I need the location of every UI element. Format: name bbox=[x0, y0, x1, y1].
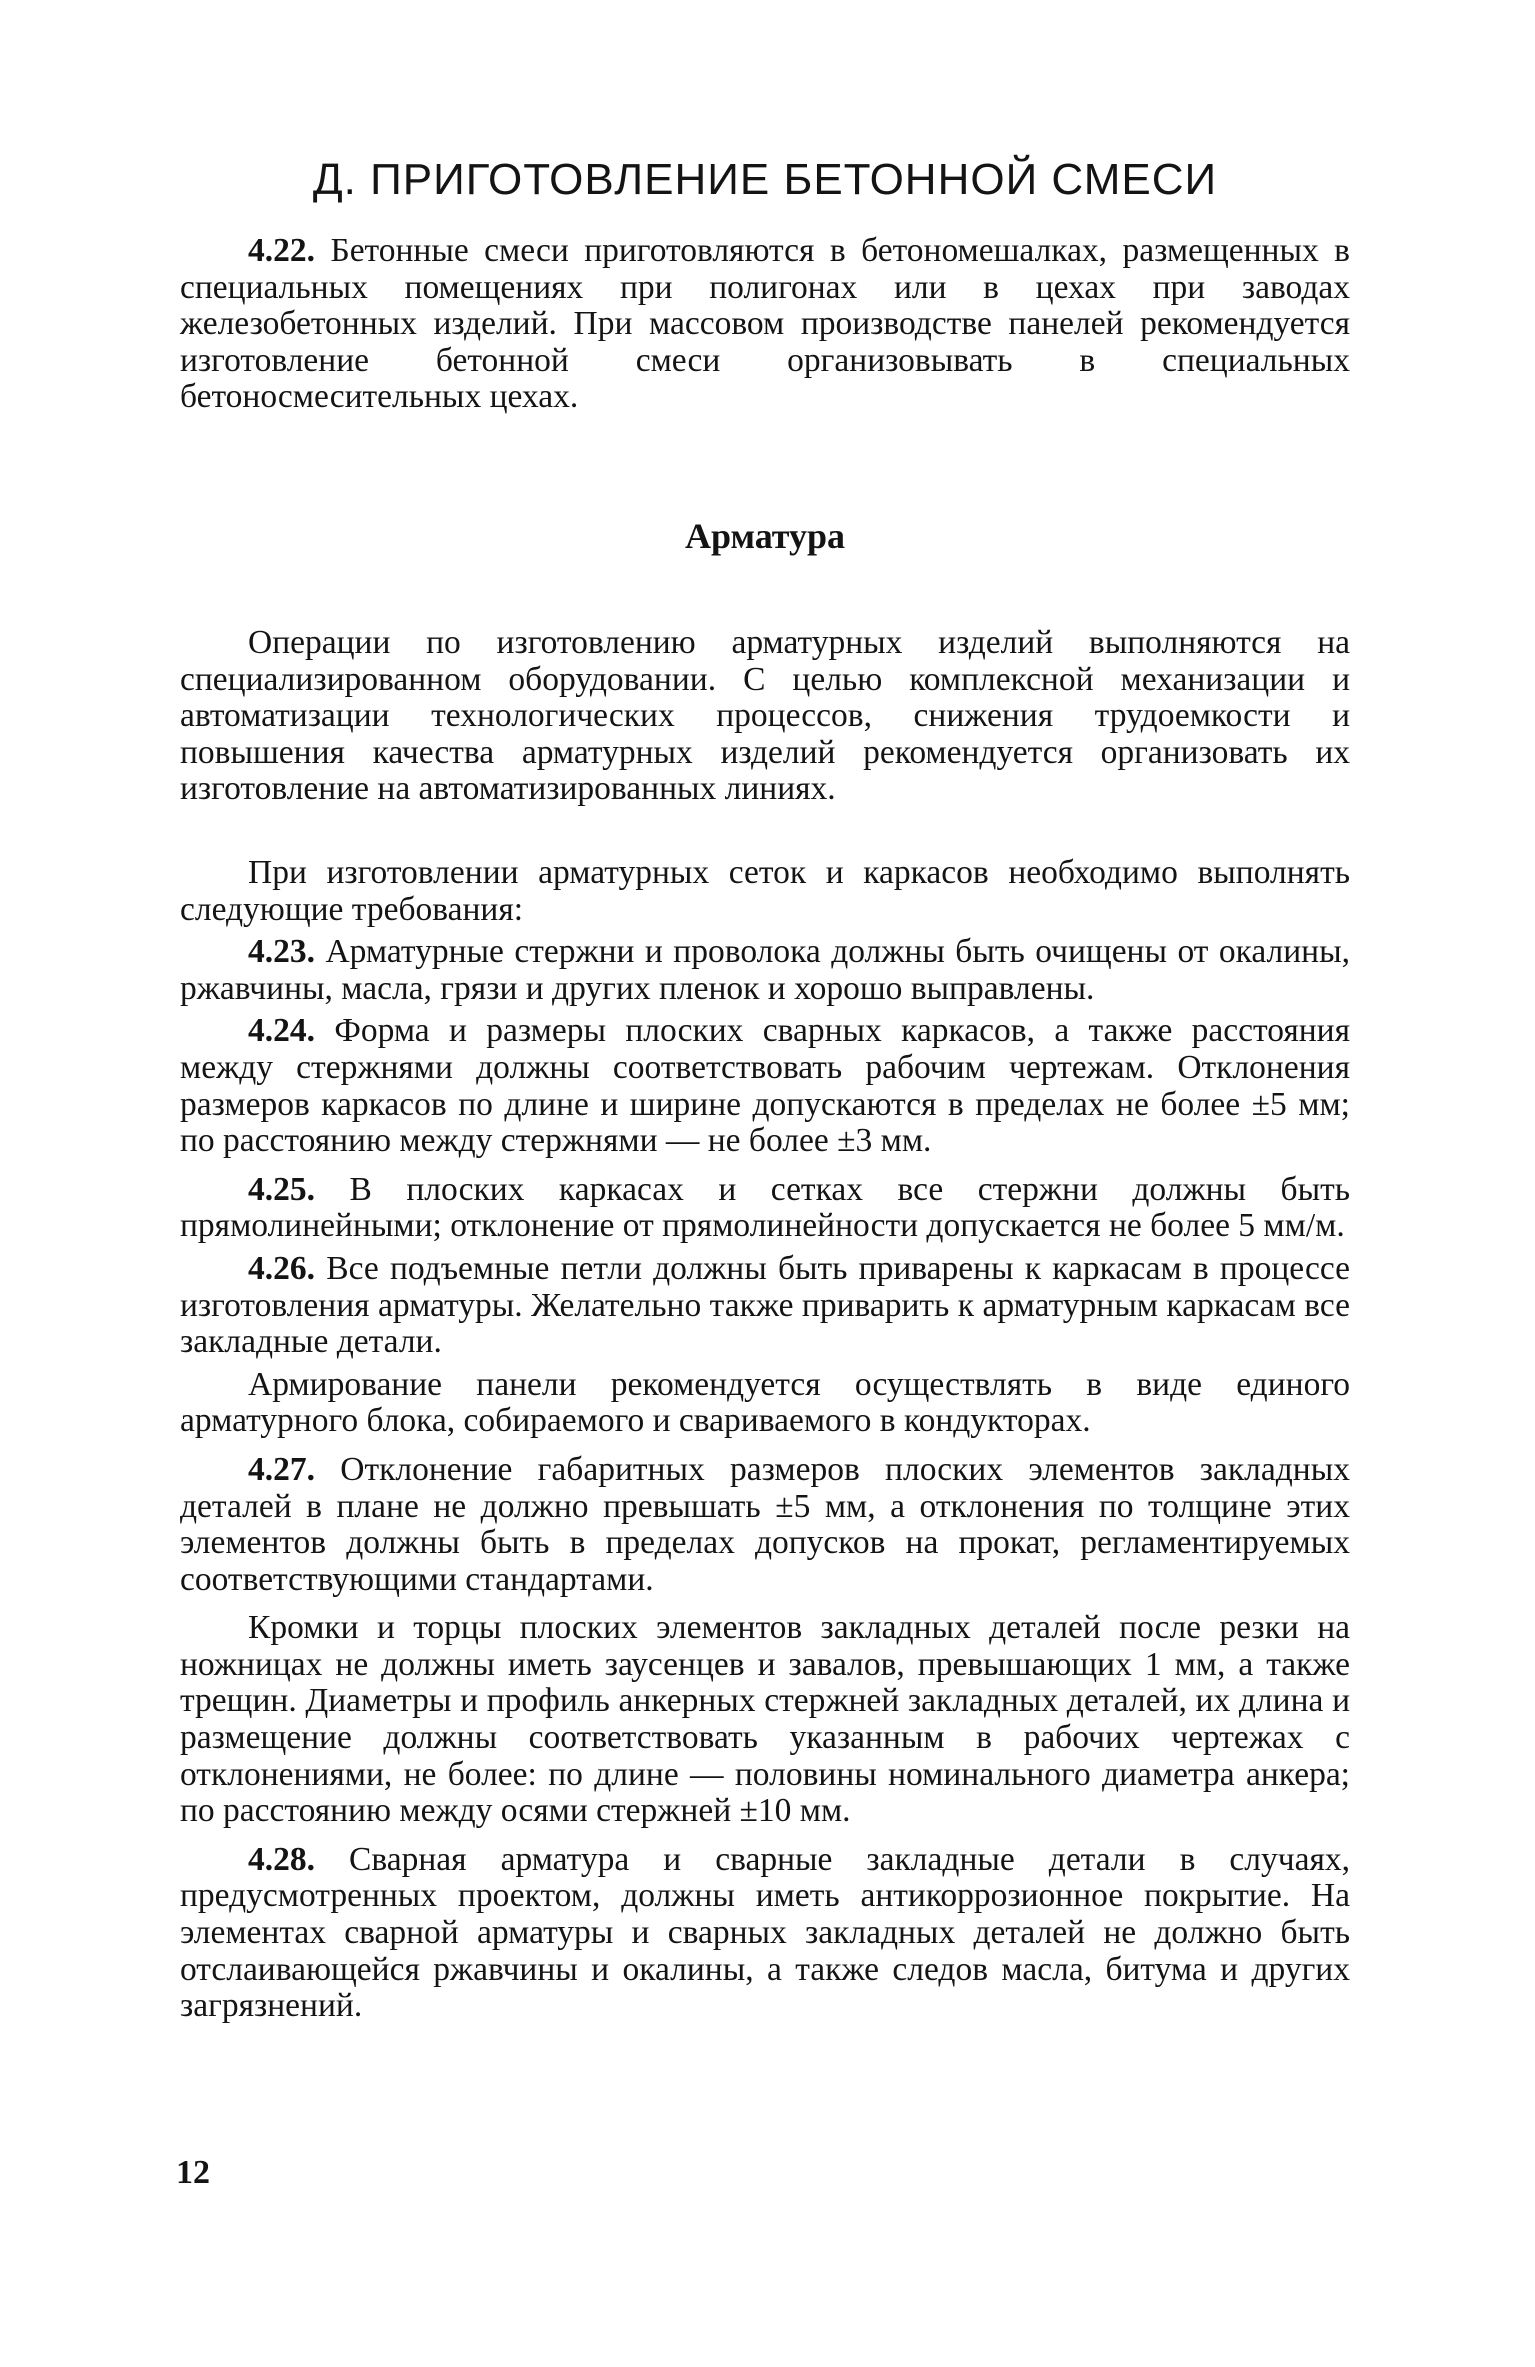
armatura-intro-paragraph: Операции по изготовлению арматурных изделий выполняются на специализированном оборудовании. С целью комплексной механизации и автоматизации технологических процессов, снижения трудоемкости и повышения качества арматурных изделий рекомендуется организовать их изготовление на автоматизированных линиях. bbox=[180, 624, 1350, 808]
subsection-title: Арматура bbox=[684, 516, 846, 556]
item-number: 4.27. bbox=[248, 1450, 315, 1488]
list-item bbox=[180, 1013, 1350, 1159]
item-text: В плоских каркасах и сетках все стержни должны быть прямолинейными; отклонение от прямолинейности допускается не более 5 мм/м. bbox=[180, 1170, 1351, 1245]
paragraph-number: 4.22. bbox=[248, 232, 315, 269]
paragraph-4-22 bbox=[180, 233, 1350, 416]
page-number: 12 bbox=[176, 2154, 210, 2191]
item-number: 4.26. bbox=[248, 1249, 315, 1287]
paragraph-block-requirements bbox=[180, 855, 1350, 2025]
list-item bbox=[180, 1172, 1350, 1245]
item-number: 4.23. bbox=[248, 933, 315, 971]
list-item bbox=[180, 1842, 1350, 2025]
paragraph-block-concrete bbox=[180, 233, 1350, 416]
item-number: 4.25. bbox=[248, 1170, 315, 1208]
list-item bbox=[180, 1367, 1350, 1440]
item-text: Форма и размеры плоских сварных каркасов, а также расстояния между стержнями должны соответствовать рабочим чертежам. Отклонения размеров каркасов по длине и ширине допускаются в пределах не более ±5 мм; по расстоянию между стержнями — не более ±3 мм. bbox=[180, 1012, 1351, 1160]
list-item bbox=[180, 1452, 1350, 1598]
requirements-intro-paragraph: При изготовлении арматурных сеток и каркасов необходимо выполнять следующие требования: bbox=[180, 854, 1350, 928]
item-text: Арматурные стержни и проволока должны быть очищены от окалины, ржавчины, масла, грязи и других пленок и хорошо выправлены. bbox=[180, 933, 1350, 1007]
item-number: 4.28. bbox=[248, 1840, 315, 1878]
item-text: Отклонение габаритных размеров плоских элементов закладных деталей в плане не должно превышать ±5 мм, а отклонения по толщине этих элементов должны быть в пределах допусков на прокат, регламентируемых соответствующими стандартами. bbox=[180, 1450, 1350, 1598]
section-title: Д. ПРИГОТОВЛЕНИЕ БЕТОННОЙ СМЕСИ bbox=[312, 155, 1218, 204]
item-text: Кромки и торцы плоских элементов закладных деталей после резки на ножницах не должны иметь заусенцев и завалов, превышающих 1 мм, а также трещин. Диаметры и профиль анкерных стержней закладных деталей, их длина и размещение должны соответствовать указанным в рабочих чертежах с отклонениями, не более: по длине — половины номинального диаметра анкера; по расстоянию между осями стержней ±10 мм. bbox=[180, 1609, 1350, 1830]
item-text: Все подъемные петли должны быть приварены к каркасам в процессе изготовления арматуры. Желательно также приварить к арматурным каркасам все закладные детали. bbox=[180, 1249, 1351, 1361]
item-text: Сварная арматура и сварные закладные детали в случаях, предусмотренных проектом, должны иметь антикоррозионное покрытие. На элементах сварной арматуры и сварных закладных деталей не должно быть отслаивающейся ржавчины и окалины, а также следов масла, битума и других загрязнений. bbox=[180, 1840, 1351, 2025]
paragraph-text: Бетонные смеси приготовляются в бетономешалках, размещенных в специальных помещениях при полигонах или в цехах при заводах железобетонных изделий. При массовом производстве панелей рекомендуется изготовление бетонной смеси организовывать в специальных бетоносмесительных цехах. bbox=[180, 232, 1350, 416]
list-item bbox=[180, 934, 1350, 1007]
item-text: Армирование панели рекомендуется осуществлять в виде единого арматурного блока, собираемого и свариваемого в кондукторах. bbox=[180, 1365, 1350, 1440]
paragraph-block-armatura-intro bbox=[180, 625, 1350, 808]
list-item bbox=[180, 1610, 1350, 1830]
list-item bbox=[180, 1251, 1350, 1361]
item-number: 4.24. bbox=[248, 1012, 315, 1050]
